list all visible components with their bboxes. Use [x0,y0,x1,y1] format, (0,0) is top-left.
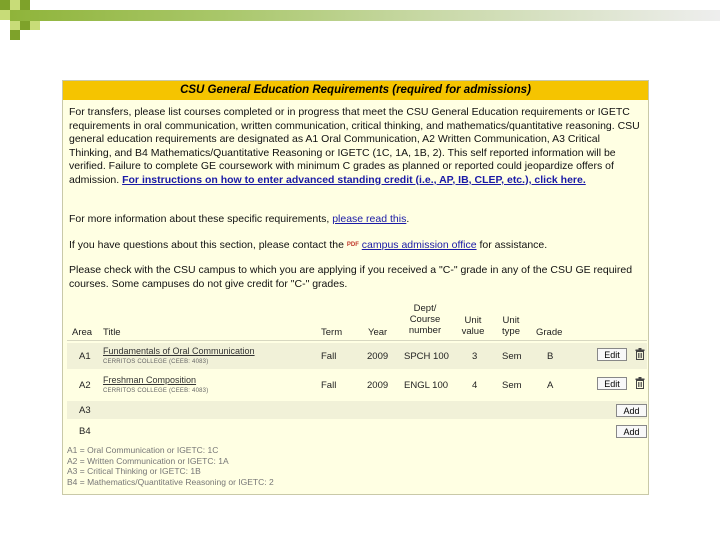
row-area: B4 [79,426,91,437]
deco-gradient-band [10,10,720,21]
admission-office-link[interactable]: campus admission office [361,239,477,251]
header-dept-line2: Course [409,314,441,325]
table-row [67,422,647,440]
header-unit-value-line1: Unit [464,315,482,326]
more-info-paragraph [69,213,643,227]
table-row [67,372,647,398]
header-divider [67,340,647,341]
ge-requirements-panel [62,80,649,495]
deco-square [10,20,20,30]
header-year: Year [368,327,388,338]
intro-paragraph [69,106,643,187]
header-title: Title [103,327,121,338]
row-year: 2009 [367,351,389,362]
legend-item: B4 = Mathematics/Quantitative Reasoning or IGETC: 2 [67,476,274,487]
table-row [67,401,647,419]
row-college: CERRITOS COLLEGE (CEEB: 4083) [103,359,209,365]
header-dept-line3: number [408,325,442,336]
deco-square [30,20,40,30]
contact-paragraph [69,239,643,253]
legend-item: A1 = Oral Communication or IGETC: 1C [67,445,219,455]
header-unit-value-line2: value [461,326,485,337]
header-unit-type [496,315,526,337]
deco-square [20,0,30,10]
header-unit-value [458,315,488,337]
advanced-standing-link[interactable]: For instructions on how to enter advanced standing credit (i.e., AP, IB, CLEP, etc.), click here. [122,173,586,186]
legend-item: A2 = Written Communication or IGETC: 1A [67,455,229,466]
header-unit-type-line2: type [502,326,520,337]
header-term: Term [321,327,343,338]
header-grade: Grade [536,327,563,338]
header-dept [401,303,449,336]
row-course: ENGL 100 [404,380,449,391]
contact-text: If you have questions about this section, please contact the [69,239,347,251]
panel-title: CSU General Education Requirements (required for admissions) [63,81,648,100]
legend-item: A3 = Critical Thinking or IGETC: 1B [67,466,201,476]
pdf-icon: PDF [346,242,359,248]
row-units: 4 [472,380,478,391]
row-grade: A [547,380,554,391]
read-this-link[interactable]: please read this [332,213,407,225]
row-unit-type: Sem [502,351,522,362]
edit-button[interactable]: Edit [597,348,627,361]
row-college: CERRITOS COLLEGE (CEEB: 4083) [103,388,209,394]
more-info-text: For more information about these specific requirements, [69,213,333,225]
row-area: A3 [79,405,91,416]
intro-text: For transfers, please list courses completed or in progress that meet the CSU General Education requirements or IGETC requirements in oral communication, written communication, critical thinking, and mathematics/quantitative reasoning. CSU general education requirements are designated as A1 Oral Communication, A2 Written Communication, A3 Critical Thinking, and B4 Mathematics/Quantitative Reasoning or IGETC (1C, 1A, 1B, 2). This self reported information will be verified. Failure to complete GE coursework with minimum C grades as planned or reported could jeopardize offers of admission. [69,106,640,186]
row-area: A1 [79,351,91,362]
area-legend [67,445,274,487]
header-area: Area [72,327,93,338]
cminus-paragraph: Please check with the CSU campus to which you are applying if you received a "C-" grade in any of the CSU GE required courses. Some campuses do not give credit for "C-" grades. [69,264,633,290]
row-unit-type: Sem [502,380,522,391]
row-year: 2009 [367,380,389,391]
more-info-end: . [406,213,410,225]
header-dept-line1: Dept/ [413,303,437,314]
row-title: Freshman Composition [103,375,197,385]
row-term: Fall [321,380,337,391]
header-unit-type-line1: Unit [502,315,520,326]
row-area: A2 [79,380,91,391]
deco-square [0,10,10,20]
slide-header-decoration [0,0,720,45]
row-units: 3 [472,351,478,362]
add-button[interactable]: Add [616,404,647,417]
edit-button[interactable]: Edit [597,377,627,390]
deco-square [10,30,20,40]
contact-end: for assistance. [476,239,548,251]
table-row [67,343,647,369]
deco-square [20,20,30,30]
deco-square [10,0,20,10]
row-title: Fundamentals of Oral Communication [103,346,255,356]
row-term: Fall [321,351,337,362]
add-button[interactable]: Add [616,425,647,438]
delete-trash-icon[interactable] [635,348,645,360]
row-grade: B [547,351,554,362]
deco-square [0,0,10,10]
delete-trash-icon[interactable] [635,377,645,389]
row-course: SPCH 100 [404,351,449,362]
